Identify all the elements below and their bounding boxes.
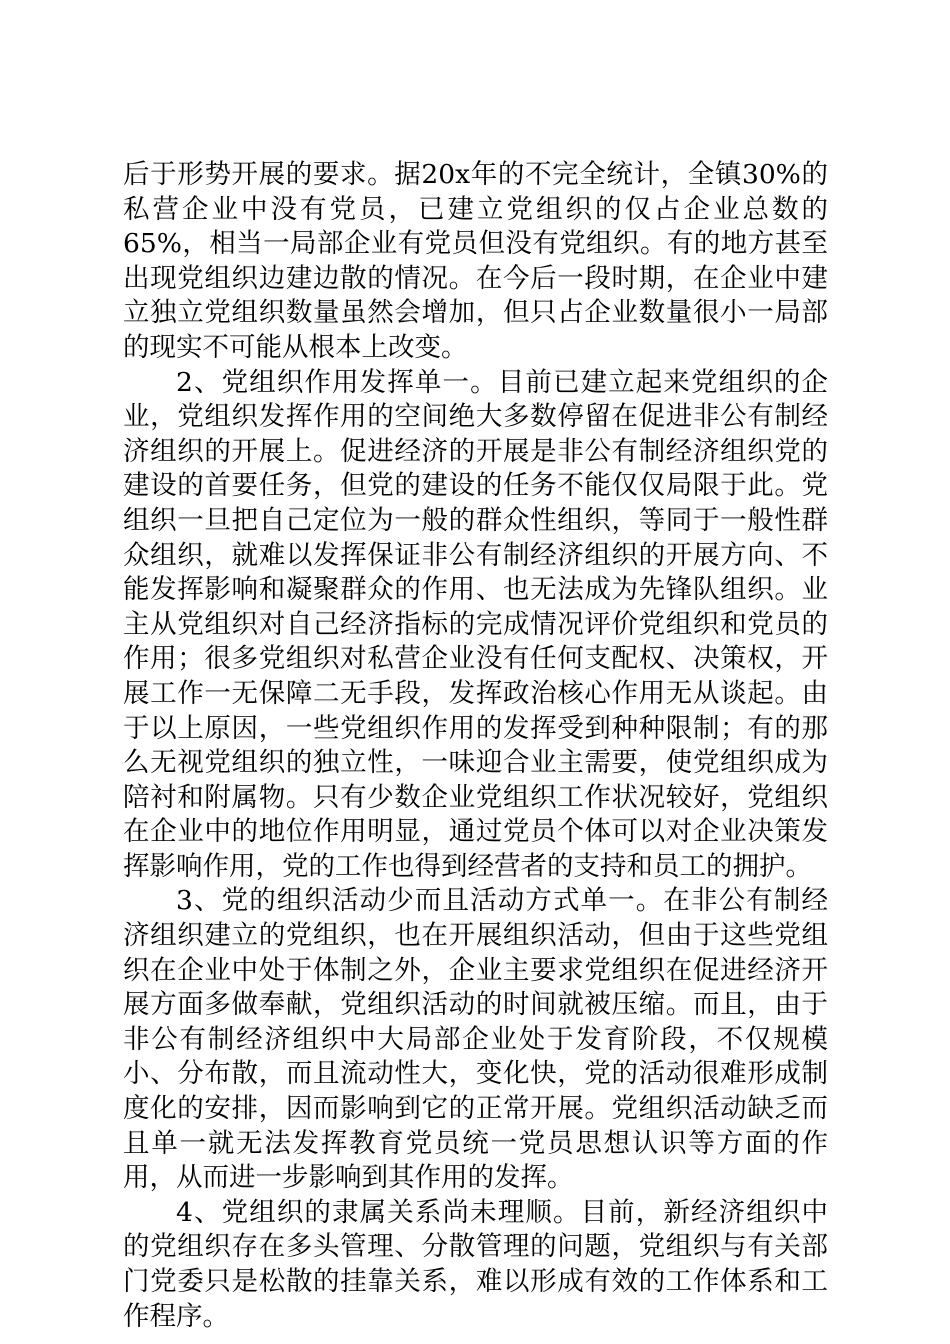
paragraph-3: 3、党的组织活动少而且活动方式单一。在非公有制经济组织建立的党组织，也在开展组织活动，但由于这些党组织在企业中处于体制之外，企业主要求党组织在促进经济开展方面多做奉献，党组织活动的时间就被压缩。而且，由于非公有制经济组织中大局部企业处于发育阶段，不仅规模小、分布散，而且流动性大，变化快，党的活动很难形成制度化的安排，因而影响到它的正常开展。党组织活动缺乏而且单一就无法发挥教育党员统一党员思想认识等方面的作用，从而进一步影响到其作用的发挥。 [123, 885, 828, 1194]
document-page [123, 158, 828, 1334]
paragraph-2: 2、党组织作用发挥单一。目前已建立起来党组织的企业，党组织发挥作用的空间绝大多数停留在促进非公有制经济组织的开展上。促进经济的开展是非公有制经济组织党的建设的首要任务，但党的建设的任务不能仅仅局限于此。党组织一旦把自己定位为一般的群众性组织，等同于一般性群众组织，就难以发挥保证非公有制经济组织的开展方向、不能发挥影响和凝聚群众的作用、也无法成为先锋队组织。业主从党组织对自己经济指标的完成情况评价党组织和党员的作用；很多党组织对私营企业没有任何支配权、决策权，开展工作一无保障二无手段，发挥政治核心作用无从谈起。由于以上原因，一些党组织作用的发挥受到种种限制；有的那么无视党组织的独立性，一味迎合业主需要，使党组织成为陪衬和附属物。只有少数企业党组织工作状况较好，党组织在企业中的地位作用明显，通过党员个体可以对企业决策发挥影响作用，党的工作也得到经营者的支持和员工的拥护。 [123, 366, 828, 882]
paragraph-1: 后于形势开展的要求。据20x年的不完全统计，全镇30%的私营企业中没有党员，已建立党组织的仅占企业总数的65%，相当一局部企业有党员但没有党组织。有的地方甚至出现党组织边建边散的情况。在今后一段时期，在企业中建立独立党组织数量虽然会增加，但只占企业数量很小一局部的现实不可能从根本上改变。 [123, 159, 828, 363]
paragraph-4: 4、党组织的隶属关系尚未理顺。目前，新经济组织中的党组织存在多头管理、分散管理的问题，党组织与有关部门党委只是松散的挂靠关系，难以形成有效的工作体系和工作程序。 [123, 1196, 828, 1332]
